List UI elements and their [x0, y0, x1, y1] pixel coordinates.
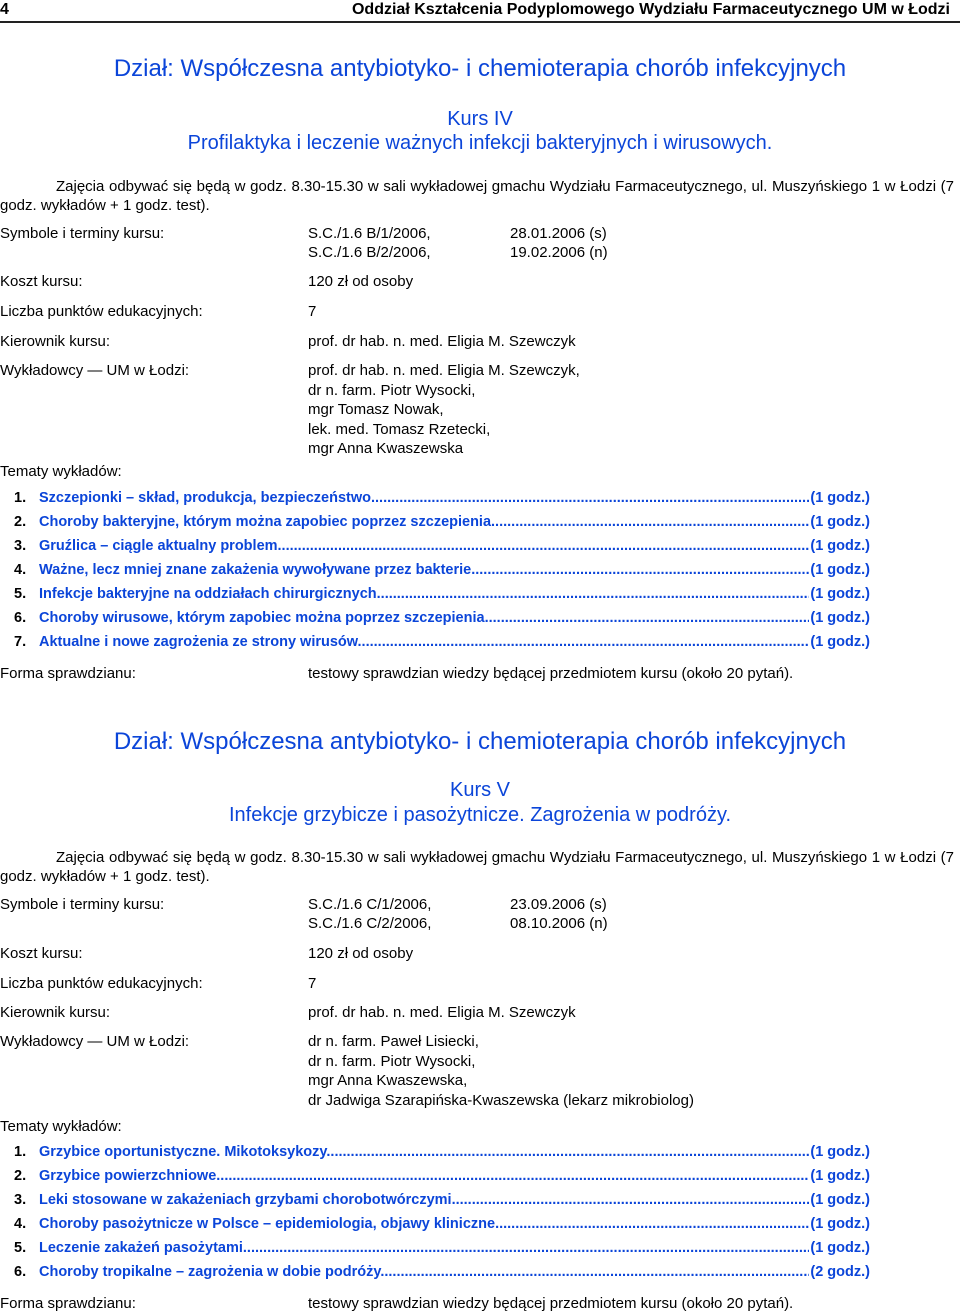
head-label: Kierownik kursu: — [0, 1004, 111, 1021]
topic-item: 2. Choroby bakteryjne, którym można zapobiec poprzez szczepienia ..... (1 godz.) — [14, 511, 870, 535]
symbol-date: 08.10.2006 (n) — [510, 915, 608, 932]
lecturers-label: Wykładowcy — UM w Łodzi: — [0, 1033, 190, 1050]
topics-list — [14, 1141, 870, 1285]
exam-value: testowy sprawdzian wiedzy będącej przedmiotem kursu (około 20 pytań). — [308, 1295, 794, 1312]
section-title: Dział: Współczesna antybiotyko- i chemioterapia chorób infekcyjnych — [113, 55, 847, 82]
course-subtitle: Profilaktyka i leczenie ważnych infekcji bakteryjnych i wirusowych. — [187, 132, 773, 154]
course-label: Kurs IV — [447, 108, 513, 130]
cost-value: 120 zł od osoby — [308, 273, 414, 290]
points-label: Liczba punktów edukacyjnych: — [0, 975, 203, 992]
topic-item: 4. Ważne, lecz mniej znane zakażenia wywoływane przez bakterie ..... (1 godz.) — [14, 559, 870, 583]
topic-item: 5. Leczenie zakażeń pasożytami ..... (1 godz.) — [14, 1237, 870, 1261]
course-subtitle: Infekcje grzybicze i pasożytnicze. Zagrożenia w podróży. — [228, 804, 732, 826]
lecturers-list — [308, 361, 580, 459]
header-divider — [0, 21, 960, 23]
topic-item: 7. Aktualne i nowe zagrożenia ze strony wirusów ..... (1 godz.) — [14, 631, 870, 655]
symbol-date: 23.09.2006 (s) — [510, 896, 607, 913]
head-label: Kierownik kursu: — [0, 333, 111, 350]
topic-item: 5. Infekcje bakteryjne na oddziałach chirurgicznych ..... (1 godz.) — [14, 583, 870, 607]
cost-label: Koszt kursu: — [0, 273, 83, 290]
symbols-label: Symbole i terminy kursu: — [0, 896, 165, 913]
cost-value: 120 zł od osoby — [308, 945, 414, 962]
symbol-date: 19.02.2006 (n) — [510, 244, 608, 261]
symbol-code: S.C./1.6 B/2/2006, — [308, 244, 431, 261]
running-header-title: Oddział Kształcenia Podyplomowego Wydziału Farmaceutycznego UM w Łodzi — [351, 1, 950, 18]
topic-item: 3. Leki stosowane w zakażeniach grzybami chorobotwórczymi ..... (1 godz.) — [14, 1189, 870, 1213]
page-number: 4 — [0, 1, 9, 18]
head-value: prof. dr hab. n. med. Eligia M. Szewczyk — [308, 1004, 576, 1021]
exam-label: Forma sprawdzianu: — [0, 1295, 136, 1312]
lecturer-name: prof. dr hab. n. med. Eligia M. Szewczyk, — [308, 362, 580, 379]
symbols-label: Symbole i terminy kursu: — [0, 225, 165, 242]
topic-item: 1. Szczepionki – skład, produkcja, bezpieczeństwo ..... (1 godz.) — [14, 487, 870, 511]
course-info: Zajęcia odbywać się będą w godz. 8.30-15.30 w sali wykładowej gmachu Wydziału Farmaceutycznego, ul. Muszyńskiego 1 w Łodzi (7 godz. wykładów + 1 godz. test). — [0, 849, 954, 885]
lecturer-name: lek. med. Tomasz Rzetecki, — [308, 420, 491, 438]
course-label: Kurs V — [449, 779, 511, 801]
lecturers-label: Wykładowcy — UM w Łodzi: — [0, 362, 190, 379]
section-title: Dział: Współczesna antybiotyko- i chemioterapia chorób infekcyjnych — [113, 728, 847, 755]
lecturer-name: dr Jadwiga Szarapińska-Kwaszewska (lekarz mikrobiolog) — [308, 1091, 694, 1109]
lecturer-name: dr n. farm. Piotr Wysocki, — [308, 1052, 476, 1070]
topic-item: 2. Grzybice powierzchniowe ..... (1 godz.) — [14, 1165, 870, 1189]
lecturer-name: dr n. farm. Piotr Wysocki, — [308, 381, 476, 399]
symbol-code: S.C./1.6 C/1/2006, — [308, 896, 432, 913]
topics-label: Tematy wykładów: — [0, 463, 122, 480]
points-value: 7 — [308, 975, 317, 992]
symbol-code: S.C./1.6 B/1/2006, — [308, 225, 431, 242]
symbol-date: 28.01.2006 (s) — [510, 225, 607, 242]
course-info: Zajęcia odbywać się będą w godz. 8.30-15.30 w sali wykładowej gmachu Wydziału Farmaceutycznego, ul. Muszyńskiego 1 w Łodzi (7 godz. wykładów + 1 godz. test). — [0, 178, 954, 214]
topics-list — [14, 487, 870, 655]
lecturers-list — [308, 1032, 694, 1110]
cost-label: Koszt kursu: — [0, 945, 83, 962]
lecturer-name: mgr Anna Kwaszewska — [308, 440, 464, 457]
topic-item: 4. Choroby pasożytnicze w Polsce – epidemiologia, objawy kliniczne ..... (1 godz.) — [14, 1213, 870, 1237]
topic-item: 1. Grzybice oportunistyczne. Mikotoksykozy ..... (1 godz.) — [14, 1141, 870, 1165]
points-value: 7 — [308, 303, 317, 320]
exam-value: testowy sprawdzian wiedzy będącej przedmiotem kursu (około 20 pytań). — [308, 665, 794, 682]
topic-item: 3. Gruźlica – ciągle aktualny problem ..... (1 godz.) — [14, 535, 870, 559]
topic-item: 6. Choroby wirusowe, którym zapobiec można poprzez szczepienia ..... (1 godz.) — [14, 607, 870, 631]
lecturer-name: mgr Tomasz Nowak, — [308, 401, 444, 418]
head-value: prof. dr hab. n. med. Eligia M. Szewczyk — [308, 333, 576, 350]
exam-label: Forma sprawdzianu: — [0, 665, 136, 682]
symbol-code: S.C./1.6 C/2/2006, — [308, 915, 432, 932]
topics-label: Tematy wykładów: — [0, 1118, 122, 1135]
lecturer-name: mgr Anna Kwaszewska, — [308, 1072, 468, 1089]
points-label: Liczba punktów edukacyjnych: — [0, 303, 203, 320]
topic-item: 6. Choroby tropikalne – zagrożenia w dobie podróży ..... (2 godz.) — [14, 1261, 870, 1285]
lecturer-name: dr n. farm. Paweł Lisiecki, — [308, 1033, 479, 1050]
